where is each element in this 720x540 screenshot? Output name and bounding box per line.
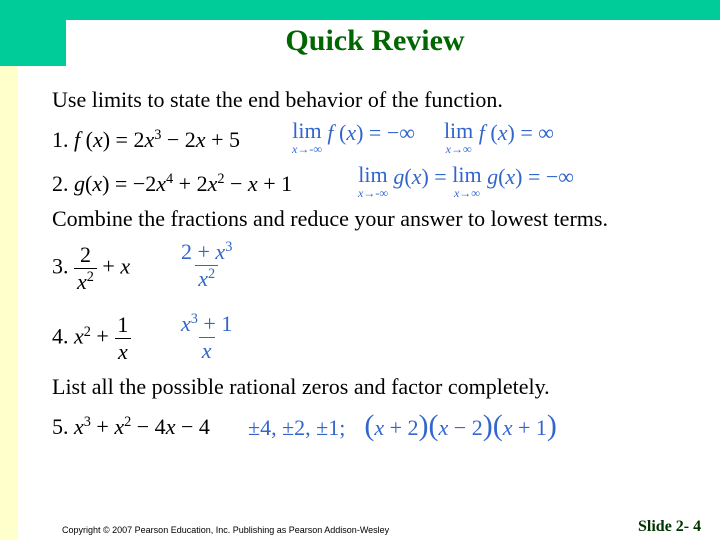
instruction-end-behavior: Use limits to state the end behavior of the function. <box>52 87 503 112</box>
problem-1-number: 1. <box>52 127 69 152</box>
slide-title: Quick Review <box>285 24 465 57</box>
problem-2-number: 2. <box>52 171 69 196</box>
problem-5-answer: ±4, ±2, ±1; (x + 2)(x − 2)(x + 1) <box>248 409 557 442</box>
problem-2-answer: lim x→-∞ g(x) = lim x→∞ g(x) = −∞ <box>358 162 574 200</box>
problem-1-answer: lim x→-∞ f (x) = −∞ lim x→∞ f (x) = ∞ <box>292 118 554 156</box>
slide-number: Slide 2- 4 <box>638 518 702 535</box>
problem-4-answer: $\frac{x^3 + 1}{x}$ <box>181 311 233 364</box>
problem-3-question: 3. $\frac{2}{x^2}$ + x <box>52 242 131 295</box>
problem-4-number: 4. <box>52 323 69 349</box>
problem-1-question: 1. f $(x) = 2x^3 - 2x + 5$ <box>52 127 240 152</box>
copyright-footer: Copyright © 2007 Pearson Education, Inc. Publishing as Pearson Addison-Wesley <box>62 525 390 535</box>
left-accent-bar <box>0 0 18 540</box>
instruction-rational-zeros: List all the possible rational zeros and factor completely. <box>52 374 550 399</box>
problem-2-question: 2. $g(x) = -2x^4 + 2x^2 - x + 1$ <box>52 171 293 196</box>
top-accent-band <box>0 0 720 20</box>
problem-3-answer: $\frac{2 + x^3}{x^2}$ <box>181 239 233 292</box>
problem-3-number: 3. <box>52 253 69 279</box>
problem-5-question: 5. $x^3 + x^2 - 4x - 4$ <box>52 414 210 439</box>
problem-5-number: 5. <box>52 414 69 439</box>
problem-4-question: 4. $x^2$ + $\frac{1}{x}$ <box>52 313 131 364</box>
instruction-combine-fractions: Combine the fractions and reduce your answer to lowest terms. <box>52 206 608 231</box>
